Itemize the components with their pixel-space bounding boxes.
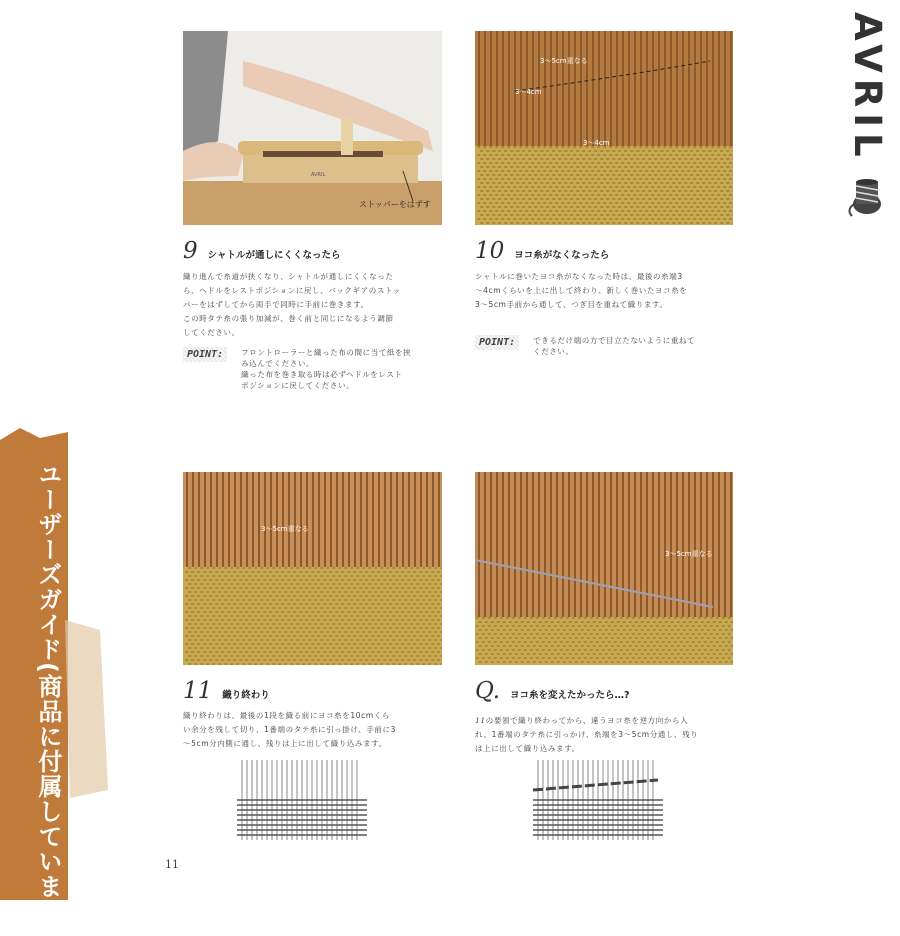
step-9-heading — [183, 238, 340, 264]
step-9-point — [183, 347, 411, 391]
step-title: ヨコ糸を変えたかったら…? — [510, 690, 630, 701]
step-title: 織り終わり — [222, 690, 270, 701]
photo-annotation-overlap: 3〜5cm重なる — [261, 525, 309, 533]
page-number: 11 — [165, 858, 179, 871]
step-number: Q. — [475, 678, 501, 704]
step-q-text: の要領で織り終わってから、違うヨコ糸を逆方向から入 れ、1番端のタテ糸に引っかけ、糸端を3〜5cm分通し、残り は上に出して織り込みます。 — [475, 716, 699, 753]
step-number: 10 — [475, 238, 505, 264]
photo-annotation-stopper: ストッパーをはずす — [359, 200, 431, 209]
photo-annotation-overlap: 3〜5cm重なる — [540, 57, 588, 65]
photo-change-weft — [475, 472, 733, 665]
photo-weft-overlap — [475, 31, 733, 225]
point-label: POINT: — [475, 335, 519, 350]
diagram-change-weft — [528, 760, 668, 842]
step-q-body — [475, 714, 745, 756]
step-11-body: 織り終わりは、最後の1段を織る前にヨコ糸を10cmくら い余分を残して切り、1番端のタテ糸に引っ掛け、手前に3 〜5cm分内側に通し、残りは上に出して織り込みます。 — [183, 711, 396, 748]
photo-shuttle-loom — [183, 31, 442, 225]
step-number: 9 — [183, 238, 198, 264]
point-text: できるだけ端の方で目立たないように重ねて ください。 — [533, 336, 695, 356]
photo-annotation-overlap: 3〜5cm重なる — [665, 550, 713, 558]
step-number: 11 — [183, 678, 213, 704]
step-11-heading — [183, 678, 270, 704]
step-10-body: シャトルに巻いたヨコ糸がなくなった時は、最後の糸端3 〜4cmくらいを上に出して終わり、新しく巻いたヨコ糸を 3〜5cm手前から通して、つぎ目を重ねて織ります。 — [475, 272, 688, 309]
side-tab-brush-stroke — [60, 620, 110, 800]
step-title: ヨコ糸がなくなったら — [514, 250, 610, 261]
loom-brand-mark: AVRIL — [311, 172, 326, 178]
step-reference: 11 — [475, 716, 486, 725]
step-10-point — [475, 335, 695, 357]
step-9-body: 織り進んで糸道が狭くなり、シャトルが通しにくくなった ら、ヘドルをレストポジションに戻し、バックギアのストッ パーをはずしてから両手で同時に手前に巻きます。 この時タテ糸の張り加減が、巻く前と同じになるよう調節 してください。 — [183, 272, 401, 337]
point-text: フロントローラーと織った布の間に当て紙を挟 み込んでください。 織った布を巻き取る時は必ずヘドルをレスト ポジションに戻してください。 — [241, 348, 412, 390]
point-label: POINT: — [183, 347, 227, 362]
step-q-heading — [475, 678, 630, 704]
step-10-heading — [475, 238, 609, 264]
step-title: シャトルが通しにくくなったら — [207, 250, 341, 261]
brand-logo — [845, 12, 889, 182]
photo-finish-weaving — [183, 472, 442, 665]
photo-annotation-tail-2: 3〜4cm — [583, 139, 610, 147]
photo-annotation-tail-1: 3〜4cm — [515, 88, 542, 96]
diagram-finish-weaving — [232, 760, 372, 842]
brand-name: AVRIL — [846, 12, 889, 163]
side-tab-label: ユーザーズガイド(商品に付属しています) — [34, 462, 62, 936]
thread-spool-icon — [844, 174, 890, 218]
